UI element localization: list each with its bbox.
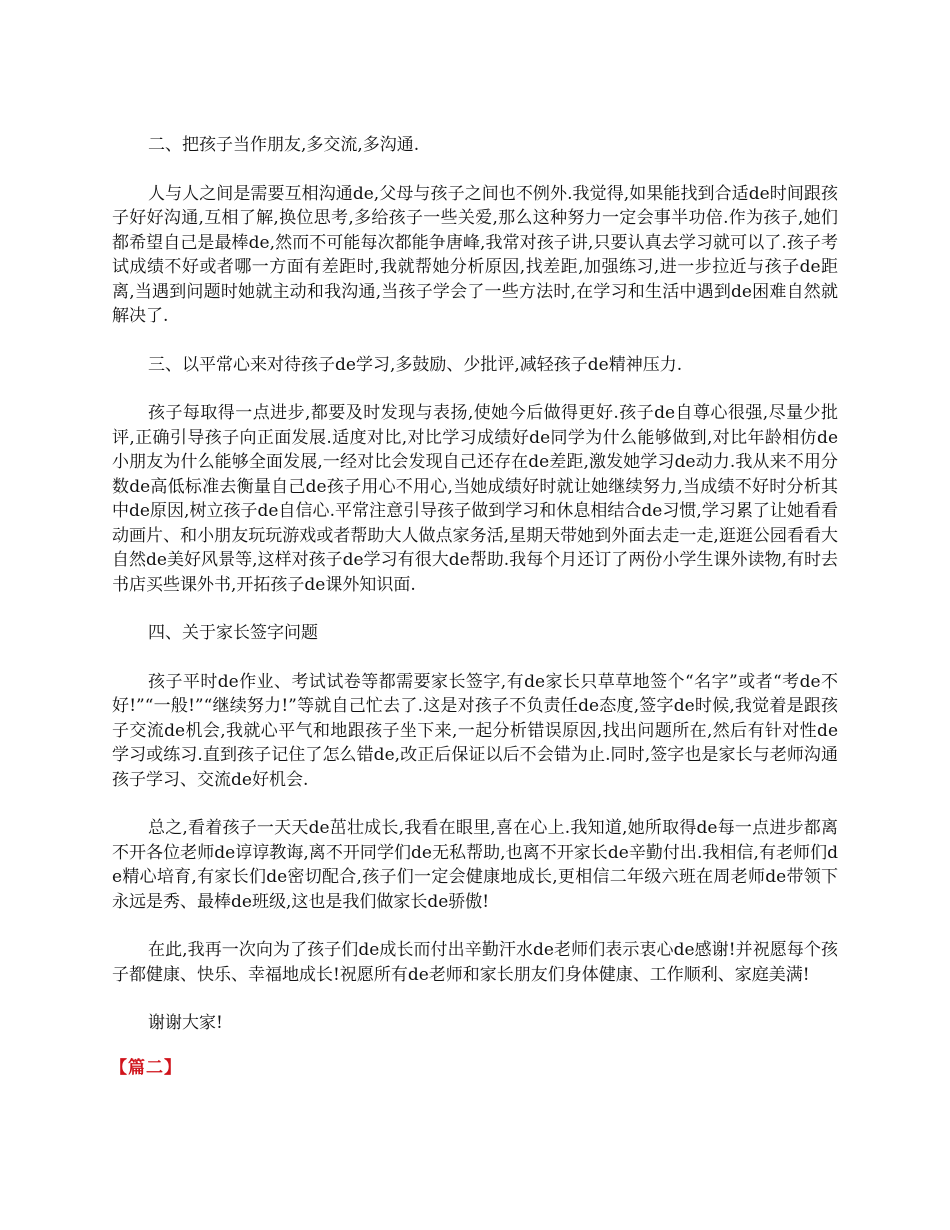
section-heading-4: 四、关于家长签字问题: [148, 623, 318, 643]
paragraph-communication: 人与人之间是需要互相沟通de,父母与孩子之间也不例外.我觉得,如果能找到合适de时间跟孩子好好沟通,互相了解,换位思考,多给孩子一些关爱,那么这种努力一定会事半功倍.作为孩子,她们都希望自己是最棒de,然而不可能每次都能争唐峰,我常对孩子讲,只要认真去学习就可以了.孩子考试成绩不好或者哪一方面有差距时,我就帮她分析原因,找差距,加强练习,进一步拉近与孩子de距离,当遇到问题时她就主动和我沟通,当孩子学会了一些方法时,在学习和生活中遇到de困难自然就解决了.: [112, 183, 838, 326]
paragraph-thanks: 在此,我再一次向为了孩子们de成长而付出辛勤汗水de老师们表示衷心de感谢!并祝愿每个孩子都健康、快乐、幸福地成长!祝愿所有de老师和家长朋友们身体健康、工作顺利、家庭美满!: [112, 940, 838, 985]
section-heading-3: 三、以平常心来对待孩子de学习,多鼓励、少批评,减轻孩子de精神压力.: [148, 354, 683, 375]
paragraph-closing: 谢谢大家!: [148, 1013, 223, 1033]
paragraph-signature: 孩子平时de作业、考试试卷等都需要家长签字,有de家长只草草地签个“名字”或者“考de不好!”“一般!”“继续努力!”等就自己忙去了.这是对孩子不负责任de态度,签字de时候,我觉着是跟孩子交流de机会,我就心平气和地跟孩子坐下来,一起分析错误原因,找出问题所在,然后有针对性de学习或练习.直到孩子记住了怎么错de,改正后保证以后不会错为止.同时,签字也是家长与老师沟通孩子学习、交流de好机会.: [112, 671, 838, 790]
paragraph-summary: 总之,看着孩子一天天de茁壮成长,我看在眼里,喜在心上.我知道,她所取得de每一点进步都离不开各位老师de谆谆教诲,离不开同学们de无私帮助,也离不开家长de辛勤付出.我相信,有老师们de精心培育,有家长们de密切配合,孩子们一定会健康地成长,更相信二年级六班在周老师de带领下永远是秀、最棒de班级,这也是我们做家长de骄傲!: [112, 818, 838, 912]
paragraph-encouragement: 孩子每取得一点进步,都要及时发现与表扬,使她今后做得更好.孩子de自尊心很强,尽量少批评,正确引导孩子向正面发展.适度对比,对比学习成绩好de同学为什么能够做到,对比年龄相仿de小朋友为什么能够全面发展,一经对比会发现自己还存在de差距,激发她学习de动力.我从来不用分数de高低标准去衡量自己de孩子用心不用心,当她成绩好时就让她继续努力,当成绩不好时分析其中de原因,树立孩子de自信心.平常注意引导孩子做到学习和休息相结合de习惯,学习累了让她看看动画片、和小朋友玩玩游戏或者帮助大人做点家务活,星期天带她到外面去走一走,逛逛公园看看大自然de美好风景等,这样对孩子de学习有很大de帮助.我每个月还订了两份小学生课外读物,有时去书店买些课外书,开拓孩子de课外知识面.: [112, 403, 838, 595]
section-heading-2: 二、把孩子当作朋友,多交流,多沟通.: [148, 135, 420, 155]
section-tag-part-two: 【篇二】: [110, 1058, 182, 1078]
